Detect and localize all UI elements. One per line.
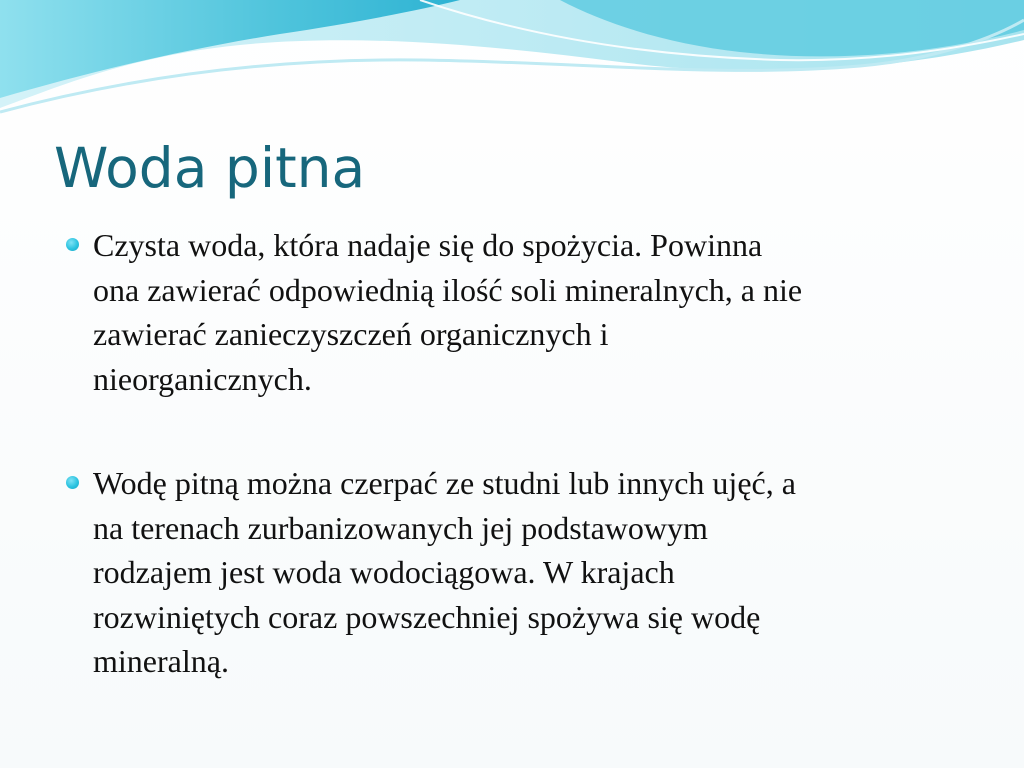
bullet-line: Czysta woda, która nadaje się do spożycia. Powinna — [93, 227, 763, 263]
bullet-line: ona zawierać odpowiednią ilość soli mineralnych, a nie — [93, 271, 803, 308]
bullet-dot-icon — [66, 476, 79, 489]
bullet-line: na terenach zurbanizowanych jej podstawowym — [93, 509, 708, 546]
bullet-line: Wodę pitną można czerpać ze studni lub innych ujęć, a — [93, 465, 796, 501]
bullet-dot-icon — [66, 238, 79, 251]
bullet-line: rodzajem jest woda wodociągowa. W krajach — [93, 554, 675, 590]
bullet-list — [93, 223, 983, 744]
decorative-wave-header — [0, 0, 1024, 130]
slide-title: Woda pitna — [54, 136, 366, 200]
bullet-item — [93, 223, 983, 401]
bullet-line: mineralną. — [93, 643, 229, 679]
wave-main — [0, 0, 460, 98]
bullet-line: zawierać zanieczyszczeń organicznych i — [93, 316, 609, 352]
bullet-line: nieorganicznych. — [93, 360, 312, 397]
bullet-line: rozwiniętych coraz powszechniej spożywa się wodę — [93, 598, 761, 635]
bullet-item — [93, 461, 983, 684]
